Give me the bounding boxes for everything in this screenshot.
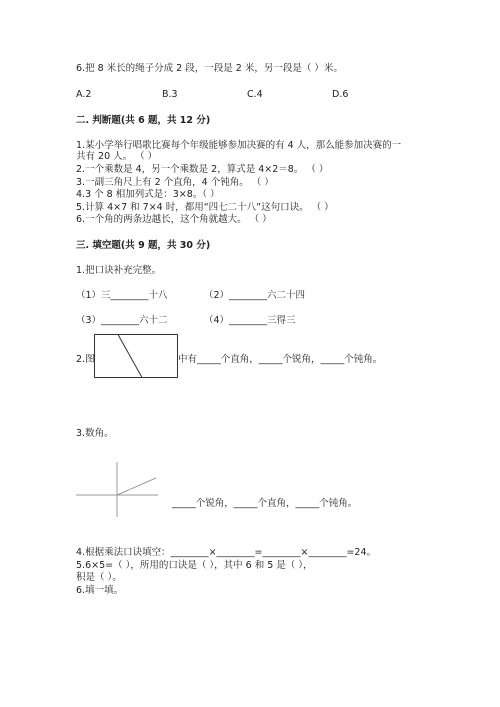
judge-item-2: 2.一个乘数是 4，另一个乘数是 2，算式是 4×2＝8。 （ ）: [76, 164, 329, 175]
fill-q1-item-3: （3）________六十二: [76, 315, 168, 326]
fill-q4: 4.根据乘法口诀填空：________×________=________×________=24。: [76, 547, 376, 558]
judge-item-4: 4.3 个 8 相加列式是：3×8。（ ）: [76, 189, 220, 200]
fill-q3-blanks: _____个锐角，_____个直角，_____个钝角。: [172, 498, 358, 509]
rectangle-diagonal-figure: [94, 334, 178, 378]
fill-section-heading: 三. 填空题(共 9 题，共 30 分): [76, 240, 211, 251]
option-a: A.2: [76, 89, 92, 100]
fill-q5-line-1: 5.6×5=（ ），所用的口诀是（ ），其中 6 和 5 是（ ），: [76, 560, 313, 571]
fill-q2-prefix: 2.图: [76, 354, 95, 365]
judge-item-3: 3.一副三角尺上有 2 个直角，4 个钝角。 （ ）: [76, 177, 274, 188]
fill-q1-item-2: （2）________六二十四: [204, 290, 306, 301]
judge-item-5: 5.计算 4×7 和 7×4 时，都用“四七二十八”这句口诀。 （ ）: [76, 202, 334, 213]
rectangle-outline: [95, 335, 178, 378]
option-d: D.6: [332, 89, 349, 100]
judge-item-1-line-2: 共有 20 人。 （ ）: [76, 151, 158, 162]
judge-item-1-line-1: 1.某小学举行唱歌比赛每个年级能够参加决赛的有 4 人，那么能参加决赛的一: [76, 140, 402, 151]
option-c: C.4: [247, 89, 263, 100]
angle-oblique-ray: [117, 478, 156, 495]
fill-q2-blanks: 中有_____个直角，_____个锐角，_____个钝角。: [178, 354, 383, 365]
rectangle-diagonal: [118, 335, 142, 378]
fill-q1-item-1: （1）三________十八: [76, 290, 168, 301]
fill-q5-line-2: 积是（ ）。: [76, 572, 122, 583]
angle-figure: [76, 462, 160, 522]
fill-q1-item-4: （4）________三得三: [204, 315, 296, 326]
fill-q6: 6.填一填。: [76, 585, 124, 596]
judge-section-heading: 二. 判断题(共 6 题，共 12 分): [76, 115, 211, 126]
judge-item-6: 6.一个角的两条边越长，这个角就越大。 （ ）: [76, 214, 272, 225]
question-6-text: 6.把 8 米长的绳子分成 2 段，一段是 2 米，另一段是（ ）米。: [76, 63, 343, 74]
option-b: B.3: [162, 89, 178, 100]
fill-q3-title: 3.数角。: [76, 428, 114, 439]
fill-q1-title: 1.把口诀补充完整。: [76, 265, 162, 276]
